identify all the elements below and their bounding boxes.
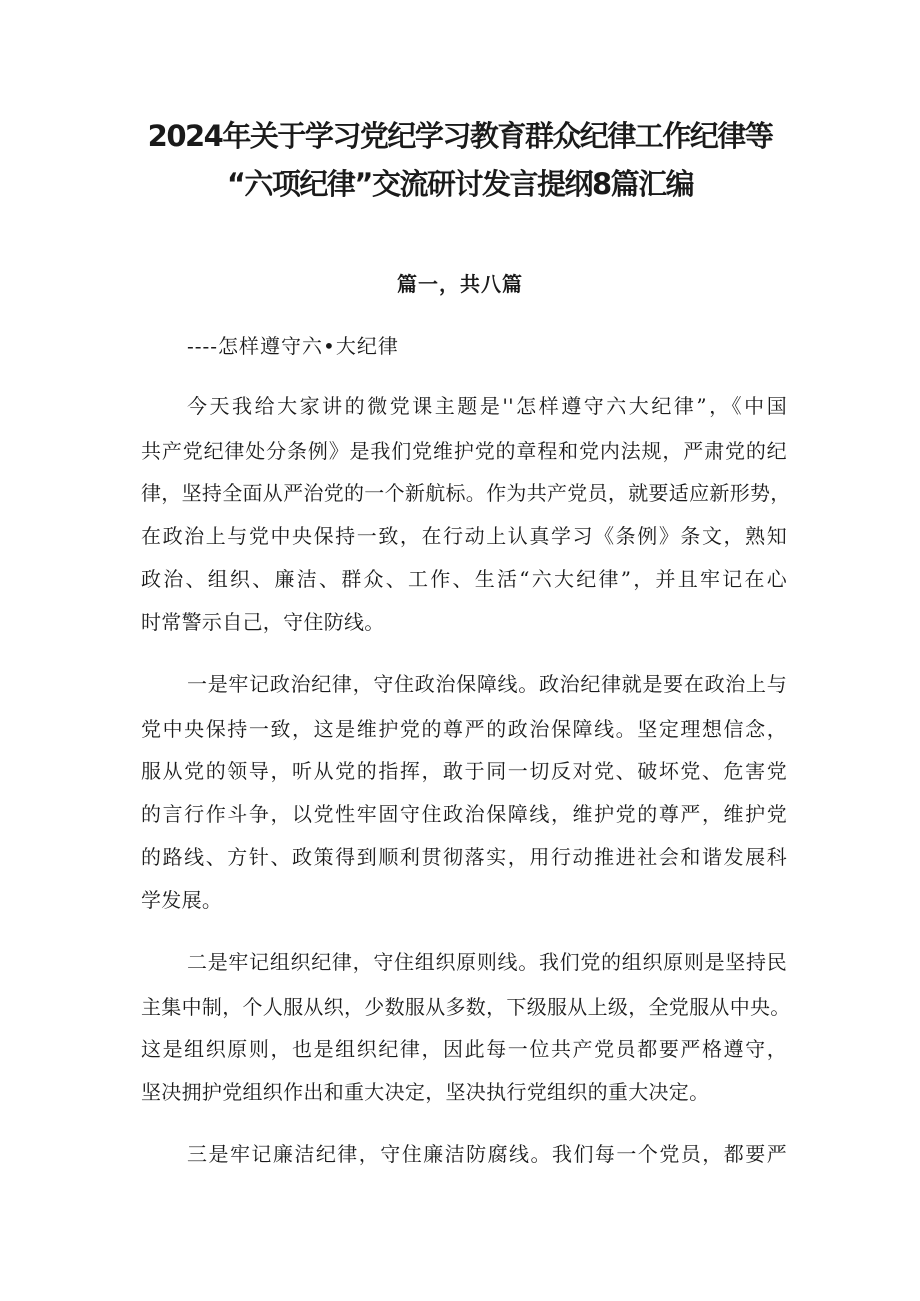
paragraph-line: 时常警示自己，守住防线。 bbox=[141, 610, 385, 634]
section-subtitle: ----怎样遵守六•大纪律 bbox=[187, 334, 399, 358]
paragraph-line: 的言行作斗争，以党性牢固守住政治保障线，维护党的尊严，维护党 bbox=[141, 802, 787, 826]
paragraph-line: 一是牢记政治纪律，守住政治保障线。政治纪律就是要在政治上与 bbox=[187, 672, 787, 696]
paragraph-line: 今天我给大家讲的微党课主题是''怎样遵守六大纪律”，《中国 bbox=[187, 394, 787, 418]
paragraph-line: 律，坚持全面从严治党的一个新航标。作为共产党员，就要适应新形势， bbox=[141, 481, 791, 505]
paragraph-line: 共产党纪律处分条例》是我们党维护党的章程和党内法规，严肃党的纪 bbox=[141, 439, 787, 463]
paragraph-line: 三是牢记廉洁纪律，守住廉洁防腐线。我们每一个党员，都要严 bbox=[187, 1142, 787, 1166]
section-heading: 篇一，共八篇 bbox=[397, 272, 523, 296]
paragraph-line: 在政治上与党中央保持一致，在行动上认真学习《条例》条文，熟知 bbox=[141, 524, 787, 548]
paragraph-line: 党中央保持一致，这是维护党的尊严的政治保障线。坚定理想信念， bbox=[141, 717, 787, 741]
document-title-line-2: “六项纪律”交流研讨发言提纲8篇汇编 bbox=[226, 167, 694, 201]
paragraph-line: 二是牢记组织纪律，守住组织原则线。我们党的组织原则是坚持民 bbox=[187, 950, 787, 974]
paragraph-line: 服从党的领导，听从党的指挥，敢于同一切反对党、破坏党、危害党 bbox=[141, 759, 787, 783]
paragraph-line: 的路线、方针、政策得到顺利贯彻落实，用行动推进社会和谐发展科 bbox=[141, 845, 787, 869]
paragraph-line: 主集中制，个人服从织，少数服从多数，下级服从上级，全党服从中央。 bbox=[141, 995, 791, 1019]
paragraph-line: 坚决拥护党组织作出和重大决定，坚决执行党组织的重大决定。 bbox=[141, 1080, 710, 1104]
paragraph-line: 这是组织原则，也是组织纪律，因此每一位共产党员都要严格遵守， bbox=[141, 1037, 787, 1061]
paragraph-line: 政治、组织、廉洁、群众、工作、生活“六大纪律”，并且牢记在心 bbox=[141, 567, 787, 591]
document-title-line-1: 2024年关于学习党纪学习教育群众纪律工作纪律等 bbox=[147, 119, 773, 153]
paragraph-line: 学发展。 bbox=[141, 888, 223, 912]
